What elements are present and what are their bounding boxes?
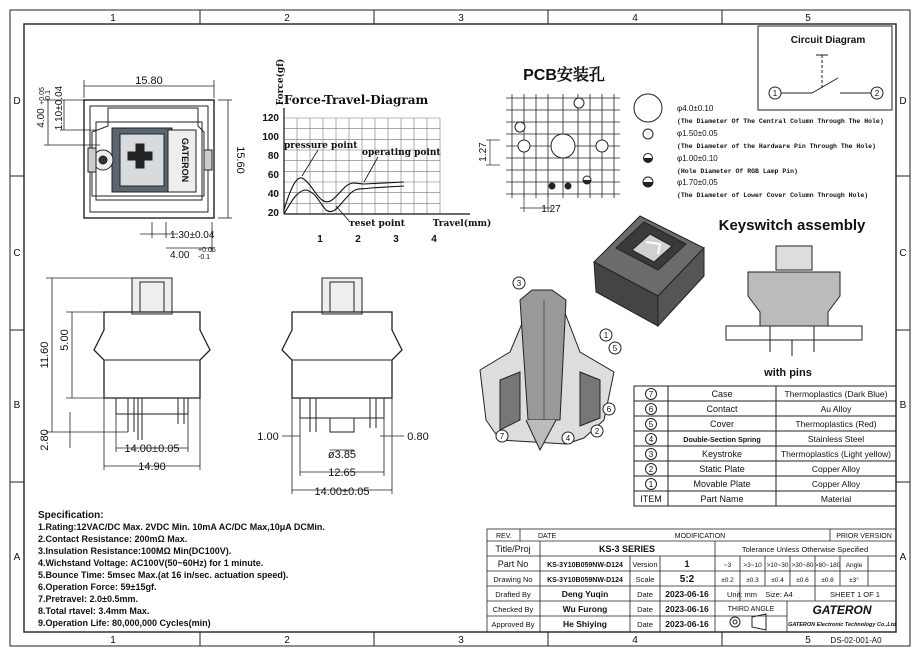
dim-bottom-1: 1.30±0.04 (170, 230, 215, 241)
tol-value: ±0.3 (746, 577, 759, 584)
y-tick-label: 100 (262, 132, 279, 143)
pcb-dim-h: 1.27 (541, 204, 561, 215)
y-tick-label: 20 (267, 208, 279, 219)
callout-label: 1 (603, 331, 609, 340)
legend-desc: (The Diameter of Lower Cover Column Through Hole) (677, 192, 869, 199)
part-name: Part Name (700, 494, 744, 504)
legend-spec: φ1.50±0.05 (677, 129, 718, 138)
row-label: C (13, 248, 21, 259)
item-number: 5 (648, 420, 654, 429)
tol-value: ±3° (849, 577, 859, 584)
dim-height-stem: 5.00 (59, 329, 71, 351)
tolerance-label: Tolerance Unless Otherwise Specified (741, 545, 869, 554)
dim-right-offset: 0.80 (407, 431, 429, 443)
assembly-3d-view (594, 216, 704, 326)
pcb-title: PCB安装孔 (523, 67, 605, 84)
size-label: Size: A4 (765, 590, 793, 599)
spec-line: 3.Insulation Resistance:100MΩ Min(DC100V). (38, 546, 232, 556)
legend-desc: (The Diameter Of The Central Column Through The Hole) (677, 118, 884, 125)
part-name: Keystroke (701, 449, 743, 459)
circuit-diagram (758, 26, 892, 110)
sheet-label: SHEET 1 OF 1 (830, 590, 880, 599)
annotation-operating-point: operating point (362, 148, 441, 158)
version-value: 1 (684, 559, 690, 569)
dim-total-width: 14.90 (138, 461, 166, 473)
title-label: Title/Proj (495, 544, 531, 554)
dim-bottom-2-tol-plus: +0.05 (198, 247, 216, 254)
row-label: B (899, 400, 907, 411)
tol-header: >3~10 (743, 562, 762, 569)
tol-value: ±0.6 (796, 577, 809, 584)
legend-spec: φ1.70±0.05 (677, 178, 718, 187)
legend-spec: φ1.00±0.10 (677, 154, 718, 163)
front-view (282, 278, 402, 432)
tol-header: >30~80 (791, 562, 814, 569)
assembly-with-pins (726, 246, 862, 356)
material: Stainless Steel (807, 434, 865, 444)
approved-value: He Shiying (563, 619, 607, 629)
modification-label: MODIFICATION (674, 533, 726, 540)
callout-label: 3 (516, 279, 522, 288)
legend-desc: (The Diameter of the Hardware Pin Through The Hole) (677, 143, 876, 150)
spec-line: 6.Operation Force: 59±15gf. (38, 582, 157, 592)
col-label: 2 (284, 635, 290, 646)
x-tick-label: 1 (317, 234, 323, 245)
date-label: Date (637, 620, 653, 629)
spec-line: 7.Pretravel: 2.0±0.5mm. (38, 594, 138, 604)
y-tick-label: 120 (262, 113, 279, 124)
dim-bottom-width: 14.00±0.05 (124, 443, 180, 455)
chart-grid (284, 118, 440, 214)
rev-label: REV. (496, 533, 512, 540)
tol-value: ±0.2 (721, 577, 734, 584)
side-view-dim-labels (39, 329, 179, 473)
col-label: 5 (805, 13, 811, 24)
side-view-dimensions (46, 278, 200, 470)
dim-width: 15.80 (135, 75, 163, 87)
dim-outer-width: 14.00±0.05 (314, 486, 370, 498)
spec-line: 5.Bounce Time: 5msec Max.(at 16 in/sec. actuation speed). (38, 570, 289, 580)
tol-header: >80~180 (814, 562, 841, 569)
callout-label: 2 (594, 427, 600, 436)
drafted-value: Deng Yuqin (561, 589, 609, 599)
scale-value: 5:2 (679, 574, 695, 585)
col-label: 5 (805, 635, 811, 646)
material: Thermoplastics (Red) (795, 419, 877, 429)
spec-line: 1.Rating:12VAC/DC Max. 2VDC Min. 10mA AC/DC Max,10μA DCMin. (38, 522, 325, 532)
chart-y-label: Force(gf) (276, 58, 286, 106)
spec-line: 4.Wichstand Voltage: AC100V(50~60Hz) for 1 minute. (38, 558, 264, 568)
col-label: 1 (110, 635, 116, 646)
part-no-label: Part No (497, 559, 529, 569)
material: Thermoplastics (Dark Blue) (784, 389, 888, 399)
row-label: B (13, 400, 21, 411)
item-number: 6 (648, 405, 654, 414)
y-tick-label: 80 (267, 151, 279, 162)
part-name: Contact (706, 404, 738, 414)
spec-title: Specification: (38, 510, 104, 521)
y-tick-label: 60 (267, 170, 279, 181)
annotation-reset-point: reset point (350, 219, 405, 229)
dim-left-1-tol-minus: -0.1 (45, 89, 52, 103)
material: Thermoplastics (Light yellow) (780, 449, 892, 459)
x-tick-label: 2 (355, 234, 361, 245)
scale-label: Scale (635, 575, 655, 584)
title-block (487, 529, 897, 632)
title-value: KS-3 SERIES (598, 544, 656, 554)
col-label: 3 (458, 13, 464, 24)
side-view (94, 278, 210, 440)
pcb-layout (478, 65, 884, 215)
item-number: 7 (648, 390, 654, 399)
part-no-value: KS-3Y10B059NW-D124 (547, 562, 623, 569)
checked-label: Checked By (492, 605, 534, 614)
date-col-label: DATE (538, 533, 557, 540)
spec-line: 2.Contact Resistance: 200mΩ Max. (38, 534, 188, 544)
assembly-title: Keyswitch assembly (718, 217, 866, 234)
dim-pin: 2.80 (39, 429, 51, 451)
material: Material (820, 494, 852, 504)
row-label: A (899, 552, 907, 563)
terminal-label: 2 (874, 89, 880, 98)
dim-left-1: 4.00 (36, 108, 47, 128)
part-name: Case (711, 389, 733, 399)
drafted-label: Drafted By (495, 590, 531, 599)
chart-x-ticks (317, 234, 437, 245)
dim-left-1-tol-plus: +0.05 (39, 87, 46, 105)
material: Copper Alloy (811, 479, 861, 489)
callout-label: 7 (499, 432, 505, 441)
material: Copper Alloy (811, 464, 861, 474)
document-code: DS-02-001-A0 (830, 636, 882, 645)
dim-bottom-2-tol-minus: -0.1 (198, 254, 211, 261)
terminal-label: 1 (772, 89, 778, 98)
item-number: 3 (648, 450, 654, 459)
legend-desc: (Hole Diameter Of RGB Lamp Pin) (677, 168, 798, 175)
chart-title: Force-Travel-Diagram (283, 93, 429, 107)
unit-label: Unit: mm (727, 590, 757, 599)
projection-symbol-icon (730, 614, 766, 630)
brand-logo: GATERON (180, 137, 190, 183)
dim-center-hole: ø3.85 (327, 449, 357, 461)
materials-table (634, 386, 896, 506)
col-label: 4 (632, 635, 638, 646)
assembly-subtitle: with pins (764, 367, 812, 379)
company-logo: GATERON (812, 603, 872, 617)
col-label: 4 (632, 13, 638, 24)
drawing-no-value: KS-3Y10B059NW-D124 (547, 577, 623, 584)
specification (38, 510, 325, 628)
circuit-title: Circuit Diagram (790, 35, 866, 46)
date-label: Date (637, 590, 653, 599)
dim-height-total: 11.60 (39, 341, 51, 369)
dim-inner-width: 12.65 (328, 467, 356, 479)
spec-line: 8.Total rtavel: 3.4mm Max. (38, 606, 150, 616)
third-angle-label: THIRD ANGLE (727, 606, 775, 613)
tol-header: ~3 (723, 562, 732, 569)
x-tick-label: 3 (393, 234, 399, 245)
row-label: A (13, 552, 21, 563)
callout-label: 4 (565, 434, 571, 443)
version-label: Version (632, 560, 658, 569)
annotation-pressure-point: pressure point (284, 141, 358, 151)
company-name: GATERON Electronic Technology Co.,Ltd (788, 622, 896, 628)
col-label: 1 (110, 13, 116, 24)
callout-label: 6 (606, 405, 612, 414)
approved-date: 2023-06-16 (665, 619, 709, 629)
col-label: 3 (458, 635, 464, 646)
date-label: Date (637, 605, 653, 614)
approved-label: Approved By (491, 620, 535, 629)
dim-height: 15.60 (234, 146, 246, 174)
spec-line: 9.Operation Life: 80,000,000 Cycles(min) (38, 618, 211, 628)
force-travel-chart (262, 59, 491, 245)
y-tick-label: 40 (267, 189, 279, 200)
tol-header: >10~30 (766, 562, 789, 569)
part-name: Movable Plate (693, 479, 751, 489)
col-label: 2 (284, 13, 290, 24)
dim-bottom-2: 4.00 (170, 250, 190, 261)
checked-value: Wu Furong (562, 604, 608, 614)
dim-left-offset: 1.00 (257, 431, 279, 443)
row-label: C (899, 248, 907, 259)
x-tick-label: 4 (431, 234, 437, 245)
item-number: 2 (648, 465, 654, 474)
legend-spec: φ4.0±0.10 (677, 104, 714, 113)
chart-x-label: Travel(mm) (432, 219, 492, 229)
row-label: D (899, 96, 907, 107)
item-number: 1 (648, 480, 654, 489)
dim-left-2: 1.10±0.04 (54, 85, 65, 131)
material: Au Alloy (820, 404, 852, 414)
tol-value: ±0.4 (771, 577, 784, 584)
pcb-dim-v: 1.27 (478, 142, 489, 162)
chart-axes (284, 108, 470, 214)
tol-header: Angle (845, 562, 863, 569)
tol-value: ±0.8 (821, 577, 834, 584)
row-label: D (13, 96, 21, 107)
checked-date: 2023-06-16 (665, 604, 709, 614)
callout-label: 5 (612, 344, 618, 353)
item-number: 4 (648, 435, 654, 444)
drafted-date: 2023-06-16 (665, 589, 709, 599)
prior-version-label: PRIOR VERSION (836, 533, 892, 540)
front-view-dim-labels (257, 431, 428, 498)
part-name: Double-Section Spring (683, 435, 761, 444)
part-name: Static Plate (699, 464, 745, 474)
drawing-no-label: Drawing No (493, 575, 533, 584)
part-name: Cover (709, 419, 735, 429)
item-number: ITEM (640, 494, 662, 504)
top-view (84, 100, 214, 218)
chart-y-ticks (262, 113, 279, 219)
